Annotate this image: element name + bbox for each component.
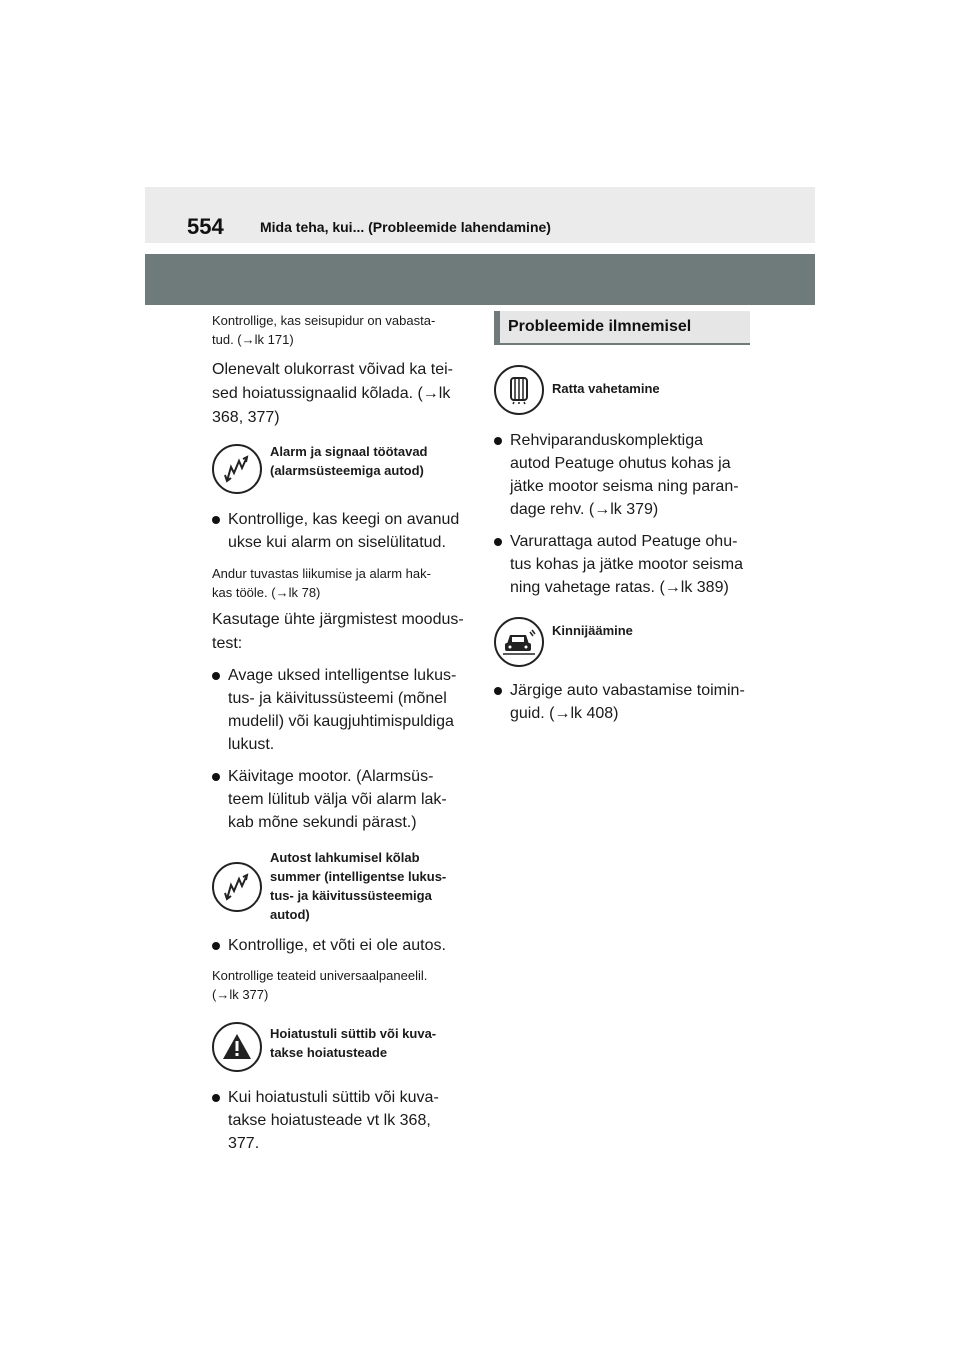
panel-note: Kontrollige teateid universaalpaneelil. (→lk 377) xyxy=(212,968,428,1002)
alarm-label: Alarm ja signaal töötavad (alarmsüsteemiga autod) xyxy=(270,444,428,478)
lightning-icon xyxy=(212,862,262,912)
check-key-bullet: Kontrollige, et võti ei ole autos. xyxy=(212,934,472,957)
buzzer-label: Autost lahkumisel kõlab summer (intelligentse lukus- tus- ja käivitussüsteemiga autod) xyxy=(270,850,447,922)
chapter-band xyxy=(145,254,815,305)
warning-icon xyxy=(212,1022,262,1072)
repair-kit-bullet: Rehviparanduskomplektiga autod Peatuge ohutus kohas ja jätke mootor seisma ning paran- dage rehv. (→lk 379) xyxy=(494,429,750,521)
header-title: Mida teha, kui... (Probleemide lahendamine) xyxy=(260,219,551,235)
stuck-car-icon xyxy=(494,617,544,667)
warning-light-label: Hoiatustuli süttib või kuva- takse hoiatusteade xyxy=(270,1026,437,1060)
unlock-bullet: Avage uksed intelligentse lukus- tus- ja käivitussüsteemi (mõnel mudelil) või kaugjuhtimispuldiga lukust. xyxy=(212,664,472,756)
warning-light-bullet: Kui hoiatustuli süttib või kuva- takse hoiatusteade vt lk 368, 377. xyxy=(212,1086,472,1155)
tire-item xyxy=(494,365,750,415)
spare-wheel-bullet: Varurattaga autod Peatuge ohu- tus kohas ja jätke mootor seisma ning vahetage ratas. (→lk 389) xyxy=(494,530,750,599)
stuck-label: Kinnijäämine xyxy=(552,623,633,638)
stuck-item xyxy=(494,617,750,667)
other-signals-text: Olenevalt olukorrast võivad ka tei- sed hoiatussignaalid kõlada. (→lk 368, 377) xyxy=(212,361,453,426)
page-number: 554 xyxy=(187,214,224,239)
section-header: Probleemide ilmnemisel xyxy=(494,311,750,345)
tire-icon xyxy=(494,365,544,415)
parking-brake-note: Kontrollige, kas seisupidur on vabasta- tud. (→lk 171) xyxy=(212,313,436,347)
methods-intro: Kasutage ühte järgmistest moodus- test: xyxy=(212,611,464,652)
release-bullet: Järgige auto vabastamise toimin- guid. (→lk 408) xyxy=(494,679,750,725)
right-column xyxy=(494,311,750,725)
alarm-item xyxy=(212,444,472,494)
tire-label: Ratta vahetamine xyxy=(552,381,660,396)
start-engine-bullet: Käivitage mootor. (Alarmsüs- teem lülitub välja või alarm lak- kab mõne sekundi pärast.) xyxy=(212,765,472,834)
lightning-icon xyxy=(212,444,262,494)
buzzer-item xyxy=(212,848,472,924)
sensor-note: Andur tuvastas liikumise ja alarm hak- kas tööle. (→lk 78) xyxy=(212,566,431,600)
warning-light-item xyxy=(212,1022,472,1072)
check-door-bullet: Kontrollige, kas keegi on avanud ukse kui alarm on siselülitatud. xyxy=(212,508,472,554)
left-column xyxy=(212,311,472,1155)
